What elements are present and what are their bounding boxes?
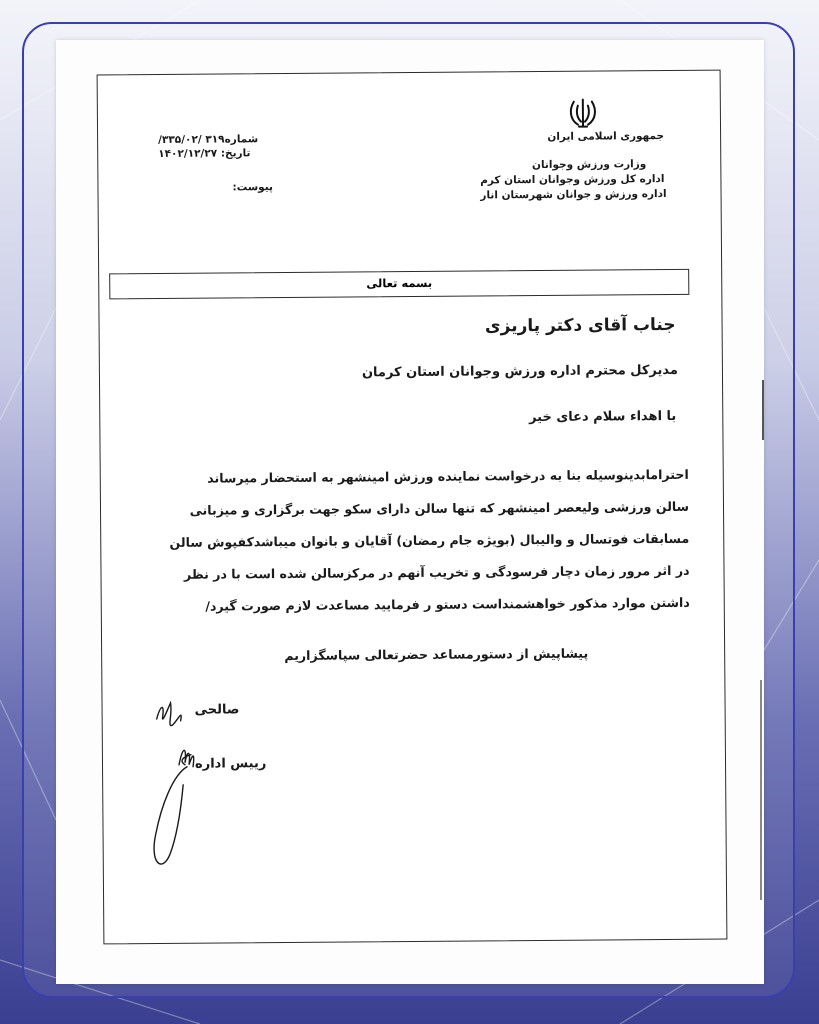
letterhead-country: جمهوری اسلامی ایران	[547, 130, 665, 143]
iran-emblem-icon	[566, 96, 600, 130]
letter-page	[97, 70, 728, 945]
scanned-paper	[56, 40, 764, 984]
bismillah-box	[109, 269, 689, 300]
body-line: احترامابدینوسیله بنا به درخواست نماینده ورزش امینشهر به استحضار میرساند	[207, 466, 689, 486]
body-line: سالن ورزشی ولیعصر امینشهر که تنها سالن دارای سکو جهت برگزاری و میزبانی	[189, 498, 690, 518]
signer-role: رییس اداره	[194, 756, 267, 772]
letter-date: تاریخ: ۱۴۰۲/۱۲/۲۷	[158, 147, 251, 160]
letterhead-province-office: اداره کل ورزش وجوانان استان کرم	[480, 173, 665, 187]
scan-edge-line	[760, 680, 762, 900]
letter-number: شماره۳۱۹ /۳۳۵/۰۲/	[158, 133, 259, 146]
recipient-name: جناب آقای دکتر پاریزی	[484, 314, 676, 337]
signer-name: صالحی	[194, 702, 240, 718]
recipient-title: مدیرکل محترم اداره ورزش وجوانان استان کرمان	[361, 362, 678, 381]
letterhead-ministry: وزارت ورزش وجوانان	[531, 158, 647, 172]
body-line: داشتن موارد مذکور خواهشمنداست دستو ر فرمایید مساعدت لازم صورت گیرد/	[205, 594, 690, 614]
handwritten-signature	[142, 694, 267, 895]
body-line: مسابقات فوتسال و والیبال (بویژه جام رمضان) آقایان و بانوان میباشدکفپوش سالن	[169, 530, 690, 550]
letter-attachment: پیوست:	[232, 181, 273, 194]
closing-line: پیشاپیش از دستورمساعد حضرتعالی سپاسگزاریم	[284, 645, 589, 664]
letterhead-county-office: اداره ورزش و جوانان شهرستان انار	[480, 187, 667, 202]
greeting: با اهداء سلام دعای خیر	[528, 408, 677, 426]
bismillah: بسمه تعالی	[366, 275, 433, 291]
body-line: در اثر مرور زمان دچار فرسودگی و تخریب آنهم در مرکزسالن شده است با در نظر	[183, 562, 690, 582]
scan-edge-mark	[762, 380, 764, 440]
